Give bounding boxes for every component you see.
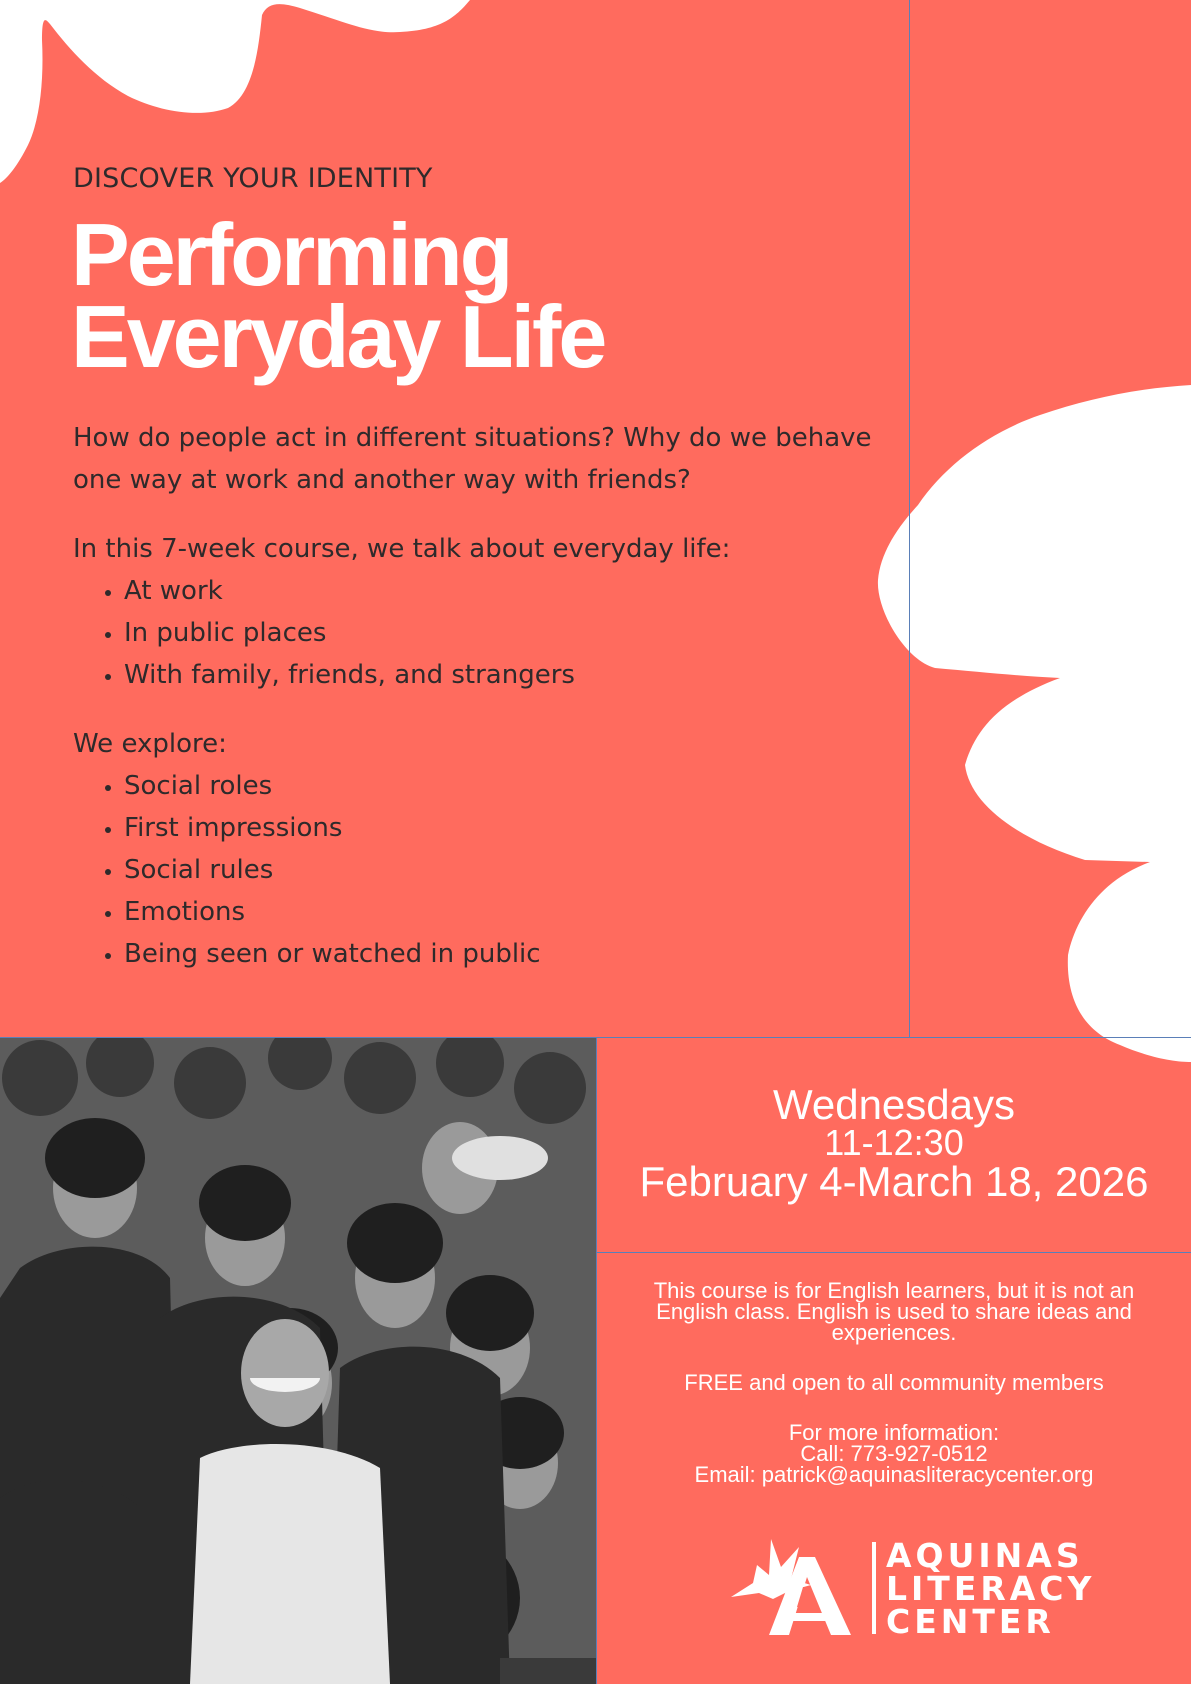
crowd-photo-illustration — [0, 1038, 596, 1684]
top-left-blob — [0, 0, 470, 183]
explore-topics-list — [73, 765, 541, 975]
guide-line-vertical-top — [909, 0, 910, 1037]
aquinas-logo — [729, 1535, 1096, 1641]
list-item: • With family, friends, and strangers — [124, 654, 575, 696]
list-item: • At work — [124, 570, 575, 612]
more-info-label: For more information: — [788, 1420, 1000, 1445]
free-notice: FREE and open to all community members — [684, 1370, 1104, 1395]
course-intro-text: In this 7-week course, we talk about everyday life: — [73, 534, 731, 564]
list-item: • Social rules — [124, 849, 541, 891]
info-block — [620, 1280, 1168, 1485]
schedule-dates: February 4-March 18, 2026 — [639, 1158, 1149, 1205]
explore-intro-text: We explore: — [73, 729, 227, 759]
guide-line-horizontal-right — [596, 1252, 1191, 1253]
eyebrow-text: DISCOVER YOUR IDENTITY — [73, 163, 433, 194]
title-line-2: Everyday Life — [71, 287, 605, 386]
list-item: • Social roles — [124, 765, 541, 807]
title-line-1: Performing — [71, 205, 511, 304]
logo-line-2: LITERACY — [886, 1569, 1096, 1608]
list-item: • Being seen or watched in public — [124, 933, 541, 975]
email-contact: Email: patrick@aquinasliteracycenter.org — [694, 1462, 1094, 1487]
page-title — [71, 205, 605, 386]
right-blob — [878, 385, 1191, 1062]
aquinas-a-starburst-icon — [729, 1535, 869, 1639]
schedule-day: Wednesdays — [772, 1081, 1016, 1128]
phone-contact: Call: 773-927-0512 — [800, 1441, 988, 1466]
crowd-photo — [0, 1038, 596, 1684]
logo-line-1: AQUINAS — [886, 1536, 1084, 1575]
course-topics-list — [73, 570, 575, 696]
course-note: This course is for English learners, but it is not an English class. English is used to share ideas and experiences. — [653, 1278, 1135, 1345]
list-item: • First impressions — [124, 807, 541, 849]
logo-line-3: CENTER — [886, 1602, 1055, 1641]
list-item: • In public places — [124, 612, 575, 654]
logo-divider — [872, 1542, 876, 1634]
intro-paragraph: How do people act in different situations? Why do we behave one way at work and another way with friends? — [73, 423, 872, 495]
list-item: • Emotions — [124, 891, 541, 933]
schedule-block — [597, 1081, 1191, 1205]
logo-wordmark — [886, 1536, 1096, 1641]
schedule-time: 11-12:30 — [824, 1122, 964, 1163]
